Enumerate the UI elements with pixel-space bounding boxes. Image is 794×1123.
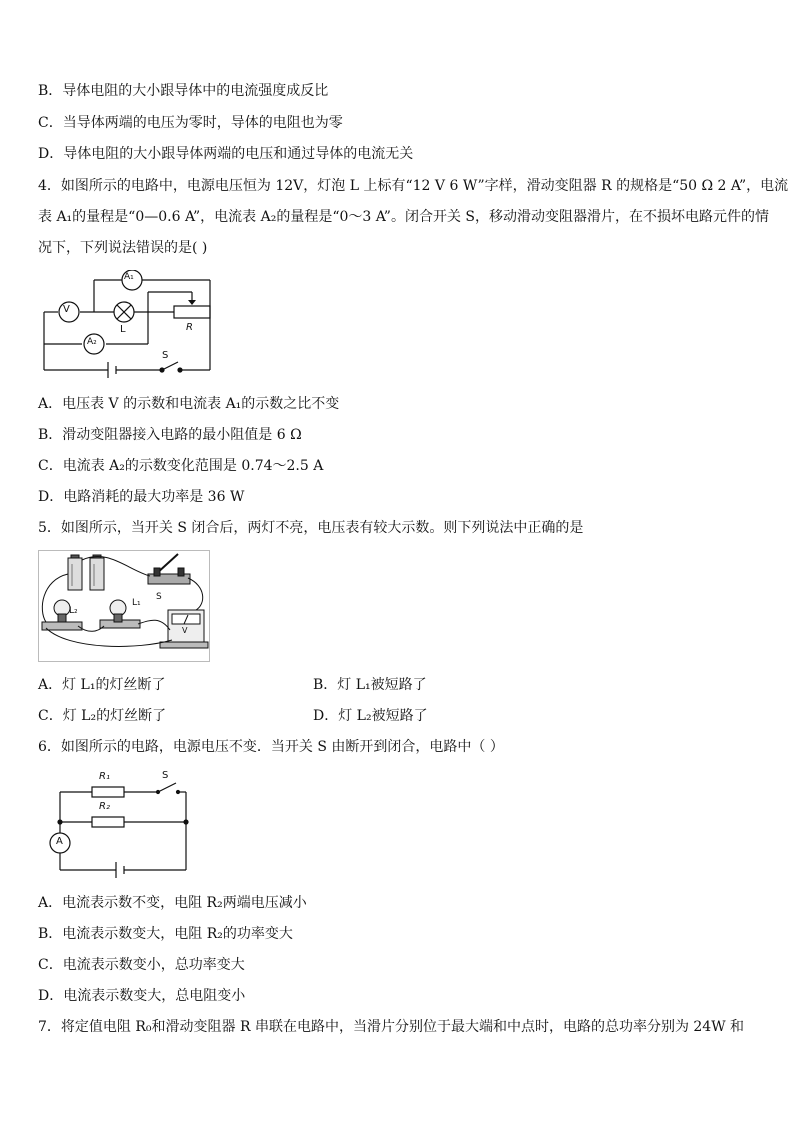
q4-switch-label: S (162, 350, 169, 361)
q4-voltmeter-label: V (63, 304, 70, 315)
q5-option-c: C．灯 L₂的灯丝断了 (38, 708, 167, 724)
q4-option-b: B．滑动变阻器接入电路的最小阻值是 6 Ω (38, 427, 302, 443)
q4-ammeter1-label: A₁ (124, 272, 134, 282)
q6-circuit-diagram (38, 768, 198, 883)
q6-option-d: D．电流表示数变大，总电阻变小 (38, 988, 246, 1004)
q4-lamp-label: L (120, 324, 126, 335)
q5-stem: 5．如图所示，当开关 S 闭合后，两灯不亮，电压表有较大示数。则下列说法中正确的是 (38, 520, 584, 536)
q6-r1-label: R₁ (99, 771, 110, 782)
q5-option-d: D．灯 L₂被短路了 (313, 708, 428, 724)
q6-ammeter-label: A (56, 836, 63, 847)
q5-option-a: A．灯 L₁的灯丝断了 (38, 677, 166, 693)
q4-stem-line2: 表 A₁的量程是“0—0.6 A”，电流表 A₂的量程是“0～3 A”。闭合开关 S，移动滑动变阻器滑片，在不损坏电路元件的情 (38, 209, 770, 225)
q6-switch-label: S (162, 770, 169, 781)
q3-option-d: D．导体电阻的大小跟导体两端的电压和通过导体的电流无关 (38, 146, 414, 162)
q6-r2-label: R₂ (99, 801, 110, 812)
q4-option-d: D．电路消耗的最大功率是 36 W (38, 489, 245, 505)
q4-option-c: C．电流表 A₂的示数变化范围是 0.74～2.5 A (38, 458, 324, 474)
q5-lamp1-label: L₁ (132, 598, 141, 608)
q3-option-c: C．当导体两端的电压为零时，导体的电阻也为零 (38, 115, 343, 131)
q7-stem: 7．将定值电阻 R₀和滑动变阻器 R 串联在电路中，当滑片分别位于最大端和中点时，电路的总功率分别为 24W 和 (38, 1019, 745, 1035)
q4-ammeter2-label: A₂ (87, 337, 97, 347)
q6-stem: 6．如图所示的电路，电源电压不变．当开关 S 由断开到闭合，电路中（ ） (38, 739, 504, 755)
q5-option-b: B．灯 L₁被短路了 (313, 677, 427, 693)
q5-voltmeter-label: V (182, 626, 188, 635)
q4-circuit-diagram (38, 270, 218, 385)
q5-lamp2-label: L₂ (69, 606, 78, 616)
q5-switch-label: S (156, 592, 162, 602)
q4-option-a: A．电压表 V 的示数和电流表 A₁的示数之比不变 (38, 396, 340, 412)
q5-circuit-photo (38, 550, 210, 662)
q6-option-c: C．电流表示数变小，总功率变大 (38, 957, 245, 973)
q4-stem-line3: 况下，下列说法错误的是( ) (38, 240, 208, 256)
q6-option-a: A．电流表示数不变，电阻 R₂两端电压减小 (38, 895, 307, 911)
q3-option-b: B．导体电阻的大小跟导体中的电流强度成反比 (38, 83, 329, 99)
q6-option-b: B．电流表示数变大，电阻 R₂的功率变大 (38, 926, 293, 942)
q4-stem-line1: 4．如图所示的电路中，电源电压恒为 12V，灯泡 L 上标有“12 V 6 W”字样，滑动变阻器 R 的规格是“50 Ω 2 A”，电流 (38, 178, 789, 194)
q4-rheostat-label: R (186, 322, 193, 333)
